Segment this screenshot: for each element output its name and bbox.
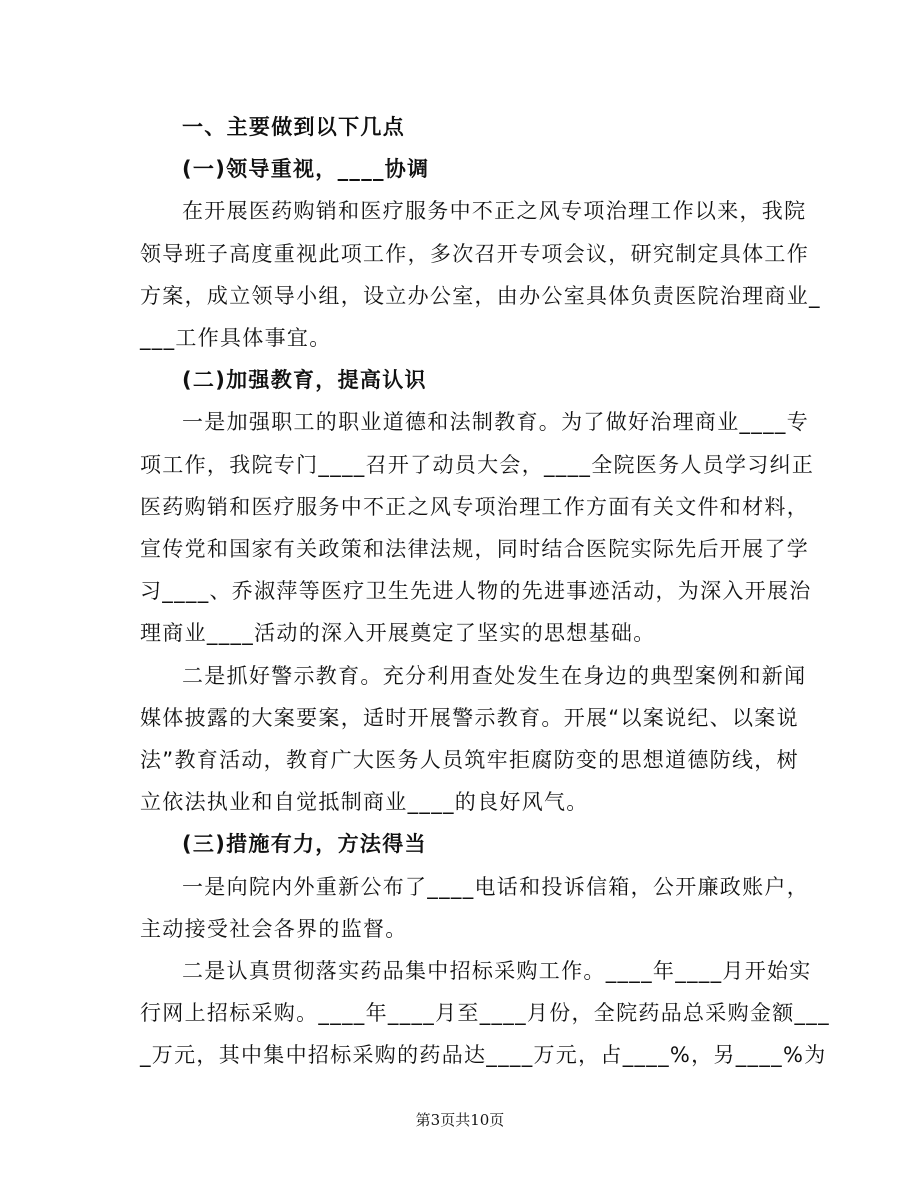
paragraph-line: 项工作，我院专门____召开了动员大会，____全院医务人员学习纠正 bbox=[140, 452, 815, 477]
section-heading: (一)领导重视，____协调 bbox=[182, 157, 430, 182]
page-number: 第3页共10页 bbox=[415, 1111, 505, 1129]
paragraph-line: 医药购销和医疗服务中不正之风专项治理工作方面有关文件和材料， bbox=[140, 494, 809, 519]
paragraph-line: 一是加强职工的职业道德和法制教育。为了做好治理商业____专 bbox=[182, 410, 809, 435]
paragraph-line: 一是向院内外重新公布了____电话和投诉信箱，公开廉政账户， bbox=[182, 874, 809, 899]
paragraph-line: 在开展医药购销和医疗服务中不正之风专项治理工作以来，我院 bbox=[182, 199, 807, 224]
paragraph-line: 方案，成立领导小组，设立办公室，由办公室具体负责医院治理商业_ bbox=[140, 283, 821, 308]
paragraph-line: 行网上招标采购。____年____月至____月份，全院药品总采购金额___ bbox=[140, 1001, 830, 1026]
paragraph-line: 主动接受社会各界的监督。 bbox=[140, 916, 408, 941]
section-heading: (三)措施有力，方法得当 bbox=[182, 832, 427, 857]
paragraph-line: 二是认真贯彻落实药品集中招标采购工作。____年____月开始实 bbox=[182, 959, 812, 983]
paragraph-line: 媒体披露的大案要案，适时开展警示教育。开展“以案说纪、以案说 bbox=[140, 705, 799, 730]
paragraph-line: 领导班子高度重视此项工作，多次召开专项会议，研究制定具体工作 bbox=[140, 241, 809, 266]
paragraph-line: ___工作具体事宜。 bbox=[140, 326, 332, 350]
paragraph-line: _万元，其中集中招标采购的药品达____万元，占____%，另____%为 bbox=[140, 1043, 827, 1068]
paragraph-line: 宣传党和国家有关政策和法律法规，同时结合医院实际先后开展了学 bbox=[140, 537, 809, 561]
paragraph-line: 法”教育活动，教育广大医务人员筑牢拒腐防变的思想道德防线，树 bbox=[140, 748, 799, 772]
section-heading: (二)加强教育，提高认识 bbox=[182, 368, 427, 393]
paragraph-line: 理商业____活动的深入开展奠定了坚实的思想基础。 bbox=[140, 621, 656, 646]
paragraph-line: 立依法执业和自觉抵制商业____的良好风气。 bbox=[140, 790, 589, 815]
paragraph-line: 二是抓好警示教育。充分利用查处发生在身边的典型案例和新闻 bbox=[182, 663, 807, 688]
paragraph-line: 习____、乔淑萍等医疗卫生先进人物的先进事迹活动，为深入开展治 bbox=[140, 579, 812, 604]
section-heading: 一、主要做到以下几点 bbox=[182, 115, 405, 139]
